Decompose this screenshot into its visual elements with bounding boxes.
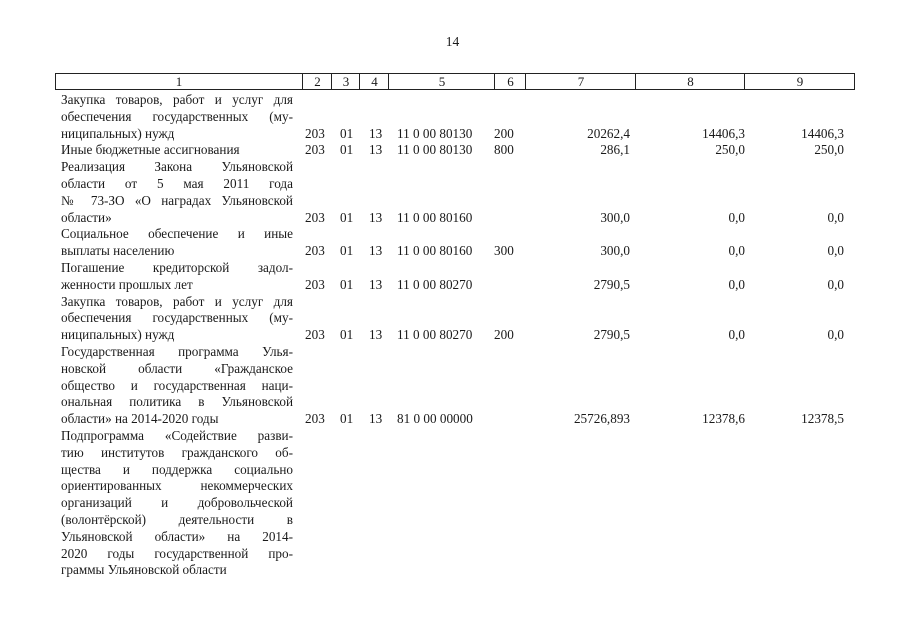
cell-c4: 13 (369, 276, 383, 292)
cell-c3: 01 (340, 327, 354, 343)
header-col-4: 4 (359, 74, 389, 89)
cell-c3: 01 (340, 411, 354, 427)
cell-c8: 14406,3 (702, 125, 745, 141)
description-line: общество и государственная наци- (61, 377, 293, 393)
cell-c2: 203 (305, 125, 325, 141)
description-line: ональная политика в Ульяновской (61, 394, 293, 410)
cell-c7: 300,0 (600, 243, 630, 259)
header-col-9: 9 (744, 74, 855, 89)
cell-c3: 01 (340, 276, 354, 292)
description-line: организаций и добровольческой (61, 495, 293, 511)
cell-c5: 11 0 00 80130 (397, 142, 473, 158)
cell-c9: 0,0 (827, 327, 844, 343)
cell-c3: 01 (340, 125, 354, 141)
cell-c7: 20262,4 (587, 125, 630, 141)
cell-c2: 203 (305, 209, 325, 225)
description-line: (волонтёрской) деятельности в (61, 511, 293, 527)
row-description (61, 260, 293, 294)
row-description (61, 92, 293, 142)
description-line: Ульяновской области» на 2014- (61, 528, 293, 544)
description-line: обеспечения государственных (му- (61, 310, 293, 326)
page-number: 14 (445, 34, 460, 49)
cell-c4: 13 (369, 411, 383, 427)
description-line: Погашение кредиторской задол- (61, 260, 293, 275)
cell-c5: 11 0 00 80160 (397, 243, 473, 259)
cell-c7: 286,1 (600, 142, 630, 158)
cell-c8: 0,0 (728, 276, 745, 292)
cell-c8: 250,0 (715, 142, 745, 158)
cell-c9: 0,0 (827, 209, 844, 225)
cell-c4: 13 (369, 327, 383, 343)
cell-c8: 0,0 (728, 209, 745, 225)
row-description (61, 344, 293, 428)
cell-c9: 14406,3 (801, 125, 844, 141)
header-col-7: 7 (525, 74, 636, 89)
cell-c6: 200 (494, 125, 514, 141)
description-line: области» (61, 209, 112, 225)
cell-c5: 11 0 00 80270 (397, 276, 473, 292)
cell-c6: 200 (494, 327, 514, 343)
cell-c7: 2790,5 (593, 276, 630, 292)
header-col-3: 3 (331, 74, 360, 89)
cell-c2: 203 (305, 142, 325, 158)
description-line: выплаты населению (61, 243, 175, 259)
cell-c3: 01 (340, 142, 354, 158)
cell-c3: 01 (340, 209, 354, 225)
description-line: Подпрограмма «Содействие разви- (61, 428, 293, 443)
cell-c2: 203 (305, 243, 325, 259)
description-line: области» на 2014-2020 годы (61, 411, 219, 427)
description-line: ориентированных некоммерческих (61, 478, 293, 494)
row-description (61, 226, 293, 260)
header-col-1: 1 (175, 74, 183, 89)
header-col-2: 2 (302, 74, 332, 89)
description-line: ниципальных) нужд (61, 327, 175, 343)
table-header-row (55, 73, 855, 90)
description-line: 2020 годы государственной про- (61, 545, 293, 561)
cell-c2: 203 (305, 276, 325, 292)
row-description (61, 142, 293, 159)
header-col-8: 8 (635, 74, 745, 89)
cell-c9: 250,0 (814, 142, 844, 158)
cell-c8: 0,0 (728, 243, 745, 259)
description-line: щества и поддержка социально (61, 461, 293, 477)
cell-c7: 300,0 (600, 209, 630, 225)
cell-c3: 01 (340, 243, 354, 259)
description-line: Реализация Закона Ульяновской (61, 159, 293, 175)
cell-c9: 0,0 (827, 276, 844, 292)
description-line: Закупка товаров, работ и услуг для (61, 92, 293, 107)
cell-c2: 203 (305, 327, 325, 343)
description-line: Закупка товаров, работ и услуг для (61, 293, 293, 309)
description-line: Иные бюджетные ассигнования (61, 142, 240, 158)
row-description (61, 428, 293, 579)
cell-c2: 203 (305, 411, 325, 427)
header-col-5: 5 (388, 74, 495, 89)
cell-c5: 81 0 00 00000 (397, 411, 473, 427)
cell-c5: 11 0 00 80160 (397, 209, 473, 225)
cell-c4: 13 (369, 243, 383, 259)
cell-c5: 11 0 00 80270 (397, 327, 473, 343)
description-line: обеспечения государственных (му- (61, 108, 293, 124)
cell-c6: 300 (494, 243, 514, 259)
cell-c9: 12378,5 (801, 411, 844, 427)
header-col-6: 6 (494, 74, 526, 89)
description-line: женности прошлых лет (61, 276, 193, 292)
row-description (61, 294, 293, 344)
description-line: области от 5 мая 2011 года (61, 175, 293, 191)
cell-c4: 13 (369, 209, 383, 225)
description-line: тию институтов гражданского об- (61, 444, 293, 460)
cell-c8: 0,0 (728, 327, 745, 343)
cell-c6: 800 (494, 142, 514, 158)
description-line: Государственная программа Улья- (61, 344, 293, 359)
cell-c4: 13 (369, 125, 383, 141)
cell-c7: 25726,893 (573, 411, 630, 427)
description-line: № 73-ЗО «О наградах Ульяновской (61, 192, 293, 208)
description-line: Социальное обеспечение и иные (61, 226, 293, 242)
cell-c9: 0,0 (827, 243, 844, 259)
cell-c8: 12378,6 (702, 411, 745, 427)
cell-c7: 2790,5 (593, 327, 630, 343)
description-line: новской области «Гражданское (61, 360, 293, 376)
description-line: граммы Ульяновской области (61, 562, 227, 578)
description-line: ниципальных) нужд (61, 125, 175, 141)
cell-c4: 13 (369, 142, 383, 158)
cell-c5: 11 0 00 80130 (397, 125, 473, 141)
row-description (61, 159, 293, 226)
